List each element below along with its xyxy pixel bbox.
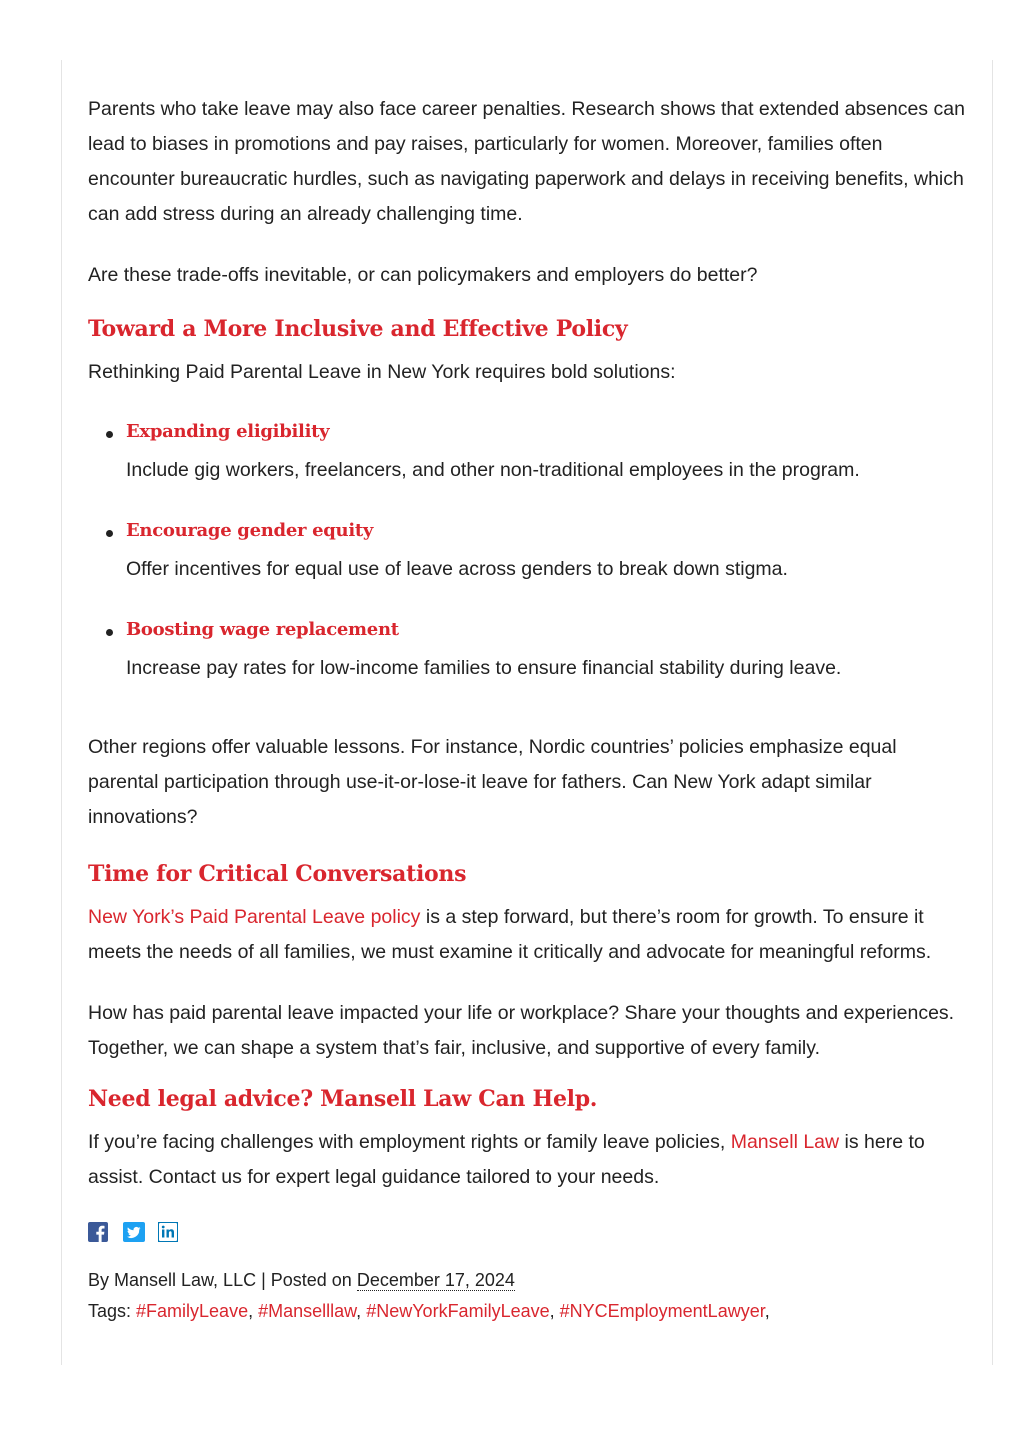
article-body [88,92,968,1327]
mansell-law-link[interactable]: Mansell Law [730,1131,840,1153]
share-buttons [88,1221,968,1243]
paragraph-tradeoffs: Are these trade-offs inevitable, or can policymakers and employers do better? [88,264,758,286]
paragraph-rethinking: Rethinking Paid Parental Leave in New York requires bold solutions: [88,361,676,383]
post-meta [88,1265,968,1327]
linkedin-icon[interactable] [158,1222,178,1242]
solutions-list [88,416,968,686]
byline-text: By Mansell Law, LLC | Posted on [88,1270,357,1290]
paragraph-other-regions: Other regions offer valuable lessons. For instance, Nordic countries’ policies emphasize equal parental participation through use-it-or-lose-it leave for fathers. Can New York adapt similar innovations? [88,736,897,828]
solution-text: Include gig workers, freelancers, and other non-traditional employees in the program. [126,459,860,481]
ny-policy-link[interactable]: New York’s Paid Parental Leave policy [88,906,421,928]
paragraph-ny-policy [88,900,968,970]
list-item [126,416,968,488]
post-tags: Tags: #FamilyLeave, #Manselllaw, #NewYorkFamilyLeave, #NYCEmploymentLawyer, [88,1301,770,1321]
solution-title: Boosting wage replacement [126,619,399,640]
tag-link[interactable]: #Manselllaw [258,1301,357,1321]
tags-label: Tags: [88,1301,137,1321]
legal-assist-text-end: is here to assist. Contact us for expert legal guidance tailored to your needs. [88,1131,925,1188]
solution-text: Increase pay rates for low-income families to ensure financial stability during leave. [126,657,842,679]
list-item [126,614,968,686]
paragraph-how-has: How has paid parental leave impacted your life or workplace? Share your thoughts and experiences. Together, we can shape a system that’s fair, inclusive, and supportive of every family. [88,1002,955,1059]
heading-legal-advice: Need legal advice? Mansell Law Can Help. [88,1086,598,1112]
post-byline [88,1265,968,1296]
solution-text: Offer incentives for equal use of leave across genders to break down stigma. [126,558,788,580]
tag-link[interactable]: #FamilyLeave [136,1301,249,1321]
heading-critical-conversations: Time for Critical Conversations [88,861,467,887]
legal-assist-text-start: If you’re facing challenges with employment rights or family leave policies, [88,1131,731,1153]
paragraph-career-penalties: Parents who take leave may also face career penalties. Research shows that extended absences can lead to biases in promotions and pay raises, particularly for women. Moreover, families often encounter bureaucratic hurdles, such as navigating paperwork and delays in receiving benefits, which can add stress during an already challenging time. [88,98,965,225]
list-item [126,515,968,587]
solution-title: Expanding eligibility [126,421,330,442]
paragraph-legal-assist [88,1125,968,1195]
ny-policy-text: is a step forward, but there’s room for growth. To ensure it meets the needs of all families, we must examine it critically and advocate for meaningful reforms. [88,906,932,963]
solution-title: Encourage gender equity [126,520,374,541]
tag-link[interactable]: #NewYorkFamilyLeave [366,1301,550,1321]
heading-inclusive-policy: Toward a More Inclusive and Effective Policy [88,316,628,342]
post-date: December 17, 2024 [356,1270,515,1290]
tag-link[interactable]: #NYCEmploymentLawyer [559,1301,765,1321]
facebook-icon[interactable] [88,1222,108,1242]
twitter-icon[interactable] [123,1222,143,1242]
